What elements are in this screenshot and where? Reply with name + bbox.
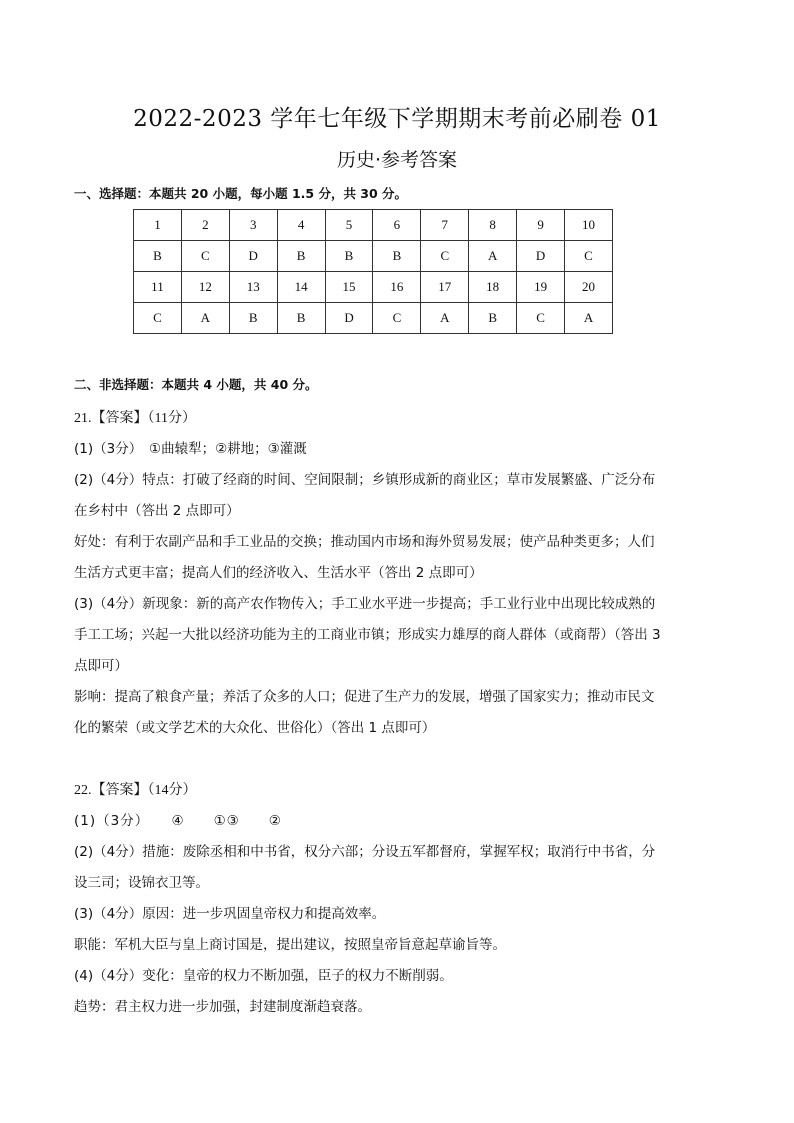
section-heading-nonchoice: 二、非选择题：本题共 4 小题，共 40 分。 — [74, 377, 318, 392]
answer-table-cell: 13 — [229, 272, 277, 303]
answer-table-cell: 20 — [565, 272, 613, 303]
q21-impact-line1: 影响：提高了粮食产量；养活了众多的人口；促进了生产力的发展，增强了国家实力；推动市民文 — [74, 689, 655, 705]
q21-benefit-line1: 好处：有利于农副产品和手工业品的交换；推动国内市场和海外贸易发展；使产品种类更多；人们 — [74, 534, 655, 550]
q22-part2-line1: (2)（4分）措施：废除丞相和中书省，权分六部；分设五军都督府，掌握军权；取消行中书省，分 — [74, 844, 656, 860]
answer-table-cell: C — [565, 241, 613, 272]
answer-table-row — [134, 303, 613, 334]
q21-benefit-line2: 生活方式更丰富；提高人们的经济收入、生活水平（答出 2 点即可） — [74, 565, 483, 581]
answer-table-cell: 14 — [277, 272, 325, 303]
answer-table-cell: 9 — [517, 210, 565, 241]
answer-content — [74, 403, 684, 1023]
answer-table-cell: C — [421, 241, 469, 272]
answer-table-cell: 18 — [469, 272, 517, 303]
answer-table-cell: 12 — [181, 272, 229, 303]
answer-table-row — [134, 241, 613, 272]
q22-part1: (1)（3分） ④ ①③ ② — [74, 813, 282, 829]
answer-table-cell: B — [469, 303, 517, 334]
answer-table-cell: B — [277, 303, 325, 334]
answer-table-cell: C — [181, 241, 229, 272]
q22-part4-trend: 趋势：君主权力进一步加强，封建制度渐趋衰落。 — [74, 999, 371, 1015]
answer-table-cell: C — [373, 303, 421, 334]
answer-table-cell: A — [181, 303, 229, 334]
answer-table-cell: D — [517, 241, 565, 272]
answer-table-cell: B — [373, 241, 421, 272]
answer-table-cell: A — [469, 241, 517, 272]
answer-table-cell: 16 — [373, 272, 421, 303]
q22-part2-line2: 设三司；设锦衣卫等。 — [74, 875, 209, 891]
answer-table-cell: B — [277, 241, 325, 272]
q21-part2-line2: 在乡村中（答出 2 点即可） — [74, 503, 240, 519]
answer-table-cell: 10 — [565, 210, 613, 241]
answer-table-cell: 11 — [134, 272, 182, 303]
question-22-heading: 22.【答案】（14分） — [74, 783, 197, 798]
answer-table-cell: B — [325, 241, 373, 272]
answer-table-cell: A — [565, 303, 613, 334]
answer-table-cell: C — [134, 303, 182, 334]
q21-part1: (1)（3分） ①曲辕犁；②耕地；③灌溉 — [74, 441, 307, 457]
answer-table-cell: 1 — [134, 210, 182, 241]
answer-table-cell: 15 — [325, 272, 373, 303]
section-heading-choice: 一、选择题：本题共 20 小题，每小题 1.5 分，共 30 分。 — [74, 186, 408, 201]
q21-part3-line1: (3)（4分）新现象：新的高产农作物传入；手工业水平进一步提高；手工业行业中出现比较成熟的 — [74, 596, 656, 612]
q21-part3-line3: 点即可） — [74, 658, 128, 674]
answer-table-cell: D — [325, 303, 373, 334]
answer-table-cell: 3 — [229, 210, 277, 241]
answer-table-cell: 7 — [421, 210, 469, 241]
page-subtitle: 历史·参考答案 — [336, 149, 458, 171]
answer-table-row — [134, 210, 613, 241]
page-title: 2022-2023 学年七年级下学期期末考前必刷卷 01 — [133, 106, 661, 132]
answer-table-cell: 2 — [181, 210, 229, 241]
answer-table-cell: 5 — [325, 210, 373, 241]
q21-impact-line2: 化的繁荣（或文学艺术的大众化、世俗化）（答出 1 点即可） — [74, 720, 436, 736]
question-21-heading: 21.【答案】（11分） — [74, 411, 196, 426]
q22-part3-reason: (3)（4分）原因：进一步巩固皇帝权力和提高效率。 — [74, 906, 386, 922]
answer-table-cell: B — [229, 303, 277, 334]
answer-table-cell: 19 — [517, 272, 565, 303]
q22-part4-change: (4)（4分）变化：皇帝的权力不断加强，臣子的权力不断削弱。 — [74, 968, 453, 984]
choice-answer-table — [133, 209, 613, 334]
answer-table-cell: 17 — [421, 272, 469, 303]
answer-table-cell: 6 — [373, 210, 421, 241]
q21-part2-line1: (2)（4分）特点：打破了经商的时间、空间限制；乡镇形成新的商业区；草市发展繁盛、广泛分布 — [74, 472, 656, 488]
q22-part3-function: 职能：军机大臣与皇上商讨国是，提出建议，按照皇帝旨意起草谕旨等。 — [74, 937, 506, 953]
answer-table-cell: B — [134, 241, 182, 272]
answer-table-row — [134, 272, 613, 303]
answer-table-cell: 4 — [277, 210, 325, 241]
answer-table-cell: A — [421, 303, 469, 334]
answer-table-cell: C — [517, 303, 565, 334]
answer-table-cell: D — [229, 241, 277, 272]
answer-table-cell: 8 — [469, 210, 517, 241]
q21-part3-line2: 手工工场；兴起一大批以经济功能为主的工商业市镇；形成实力雄厚的商人群体（或商帮）（答出 3 — [74, 627, 661, 643]
